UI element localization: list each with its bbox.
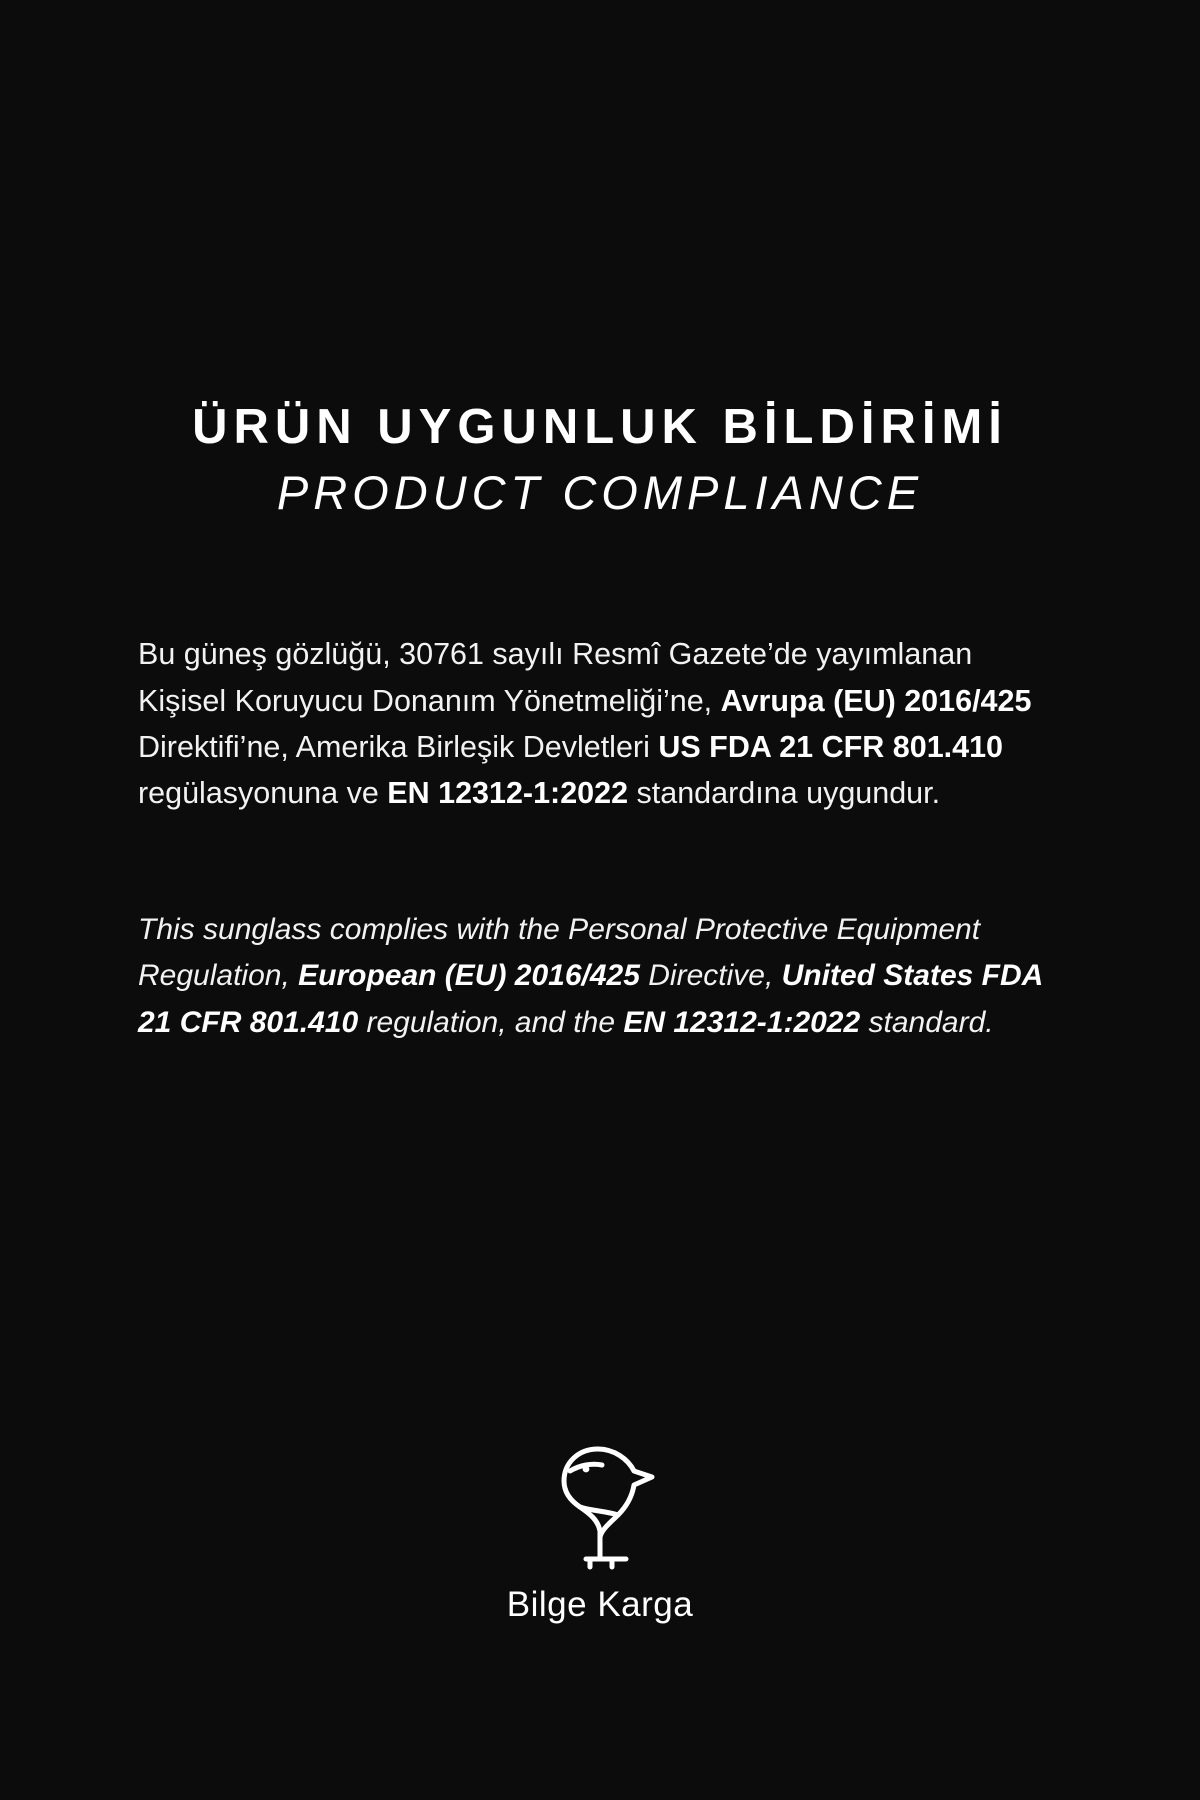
- body-block: [138, 631, 1062, 1046]
- brand-block: [0, 1441, 1200, 1625]
- header-block: [138, 0, 1062, 521]
- crow-bird-icon: [0, 1441, 1200, 1571]
- page-title-en: PRODUCT COMPLIANCE: [276, 465, 924, 519]
- compliance-paragraph-en: This sunglass complies with the Personal Protective Equipment Regulation, European (EU) 2016/425 Directive, United States FDA 21 CFR 801.410 regulation, and the EN 12312-1:2022 standard.: [138, 912, 1043, 1039]
- compliance-paragraph-tr: Bu güneş gözlüğü, 30761 sayılı Resmî Gazete’de yayımlanan Kişisel Koruyucu Donanım Yönetmeliği’ne, Avrupa (EU) 2016/425 Direktifi’ne, Amerika Birleşik Devletleri US FDA 21 CFR 801.410 regülasyonuna ve EN 12312-1:2022 standardına uygundur.: [138, 637, 1032, 811]
- brand-name: Bilge Karga: [506, 1585, 694, 1624]
- page-title-tr: ÜRÜN UYGUNLUK BİLDİRİMİ: [192, 400, 1008, 454]
